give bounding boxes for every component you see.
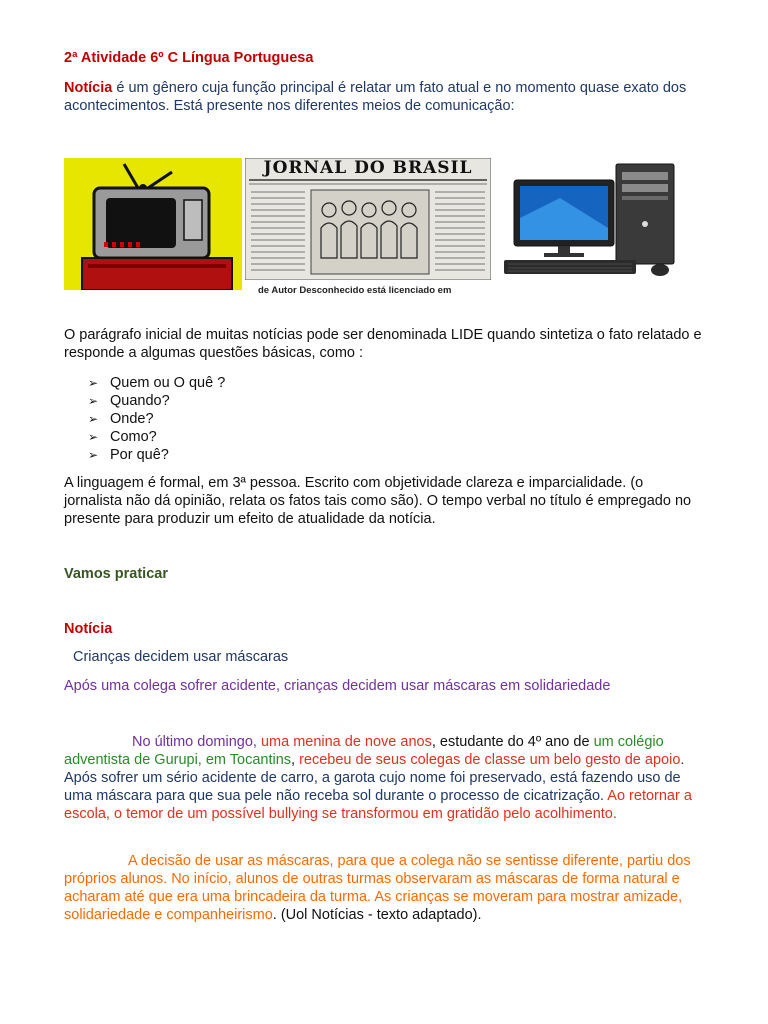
text-segment: . (Uol Notícias - texto adaptado). <box>272 907 482 923</box>
question-text: Quem ou O quê ? <box>110 375 226 391</box>
text-segment: um colégio adventista de Gurupi, em Tocantins <box>64 734 664 768</box>
activity-title: 2ª Atividade 6º C Língua Portuguesa <box>64 50 314 66</box>
list-item <box>88 410 225 428</box>
arrow-bullet-icon: ➢ <box>88 430 99 444</box>
list-item <box>88 446 225 464</box>
news-label: Notícia <box>64 621 113 637</box>
question-text: Quando? <box>110 393 170 409</box>
arrow-bullet-icon: ➢ <box>88 376 99 390</box>
news-headline: Crianças decidem usar máscaras <box>73 649 289 665</box>
text-segment: . Após sofrer um sério acidente de carro, a garota cujo nome foi preservado, está fazendo uso de uma máscara para que sua pele não receba sol durante o processo de cicatrização. <box>64 752 685 804</box>
list-item <box>88 392 225 410</box>
news-paragraph-1 <box>64 733 704 823</box>
question-text: Por quê? <box>110 447 169 463</box>
news-subheadline: Após uma colega sofrer acidente, crianças decidem usar máscaras em solidariedade <box>64 678 611 694</box>
intro-paragraph <box>64 79 704 115</box>
arrow-bullet-icon: ➢ <box>88 394 99 408</box>
text-segment: No último domingo, <box>132 734 261 750</box>
list-item <box>88 428 225 446</box>
text-segment: Ao retornar a escola, o temor de um possível bullying se transformou em gratidão pelo acolhimento. <box>64 788 692 822</box>
arrow-bullet-icon: ➢ <box>88 448 99 462</box>
question-text: Onde? <box>110 411 154 427</box>
question-text: Como? <box>110 429 157 445</box>
intro-text: é um gênero cuja função principal é relatar um fato atual e no momento quase exato dos acontecimentos. Está presente nos diferentes meios de comunicação: <box>64 80 687 114</box>
television-image <box>64 158 242 290</box>
intro-label: Notícia <box>64 80 113 96</box>
computer-image <box>500 158 678 282</box>
image-caption: de Autor Desconhecido está licenciado em <box>258 285 452 296</box>
text-segment: , estudante do 4º ano de <box>431 734 594 750</box>
text-segment: recebeu de seus colegas de classe um belo gesto de apoio <box>299 752 681 768</box>
lide-questions-list <box>88 374 225 464</box>
language-paragraph: A linguagem é formal, em 3ª pessoa. Escrito com objetividade clareza e imparcialidade. (o jornalista não dá opinião, relata os fatos tais como são). O tempo verbal no título é empregado no presente para produzir um efeito de atualidade da notícia. <box>64 475 692 527</box>
list-item <box>88 374 225 392</box>
newspaper-masthead: JORNAL DO BRASIL <box>263 158 473 178</box>
text-segment: , <box>291 752 300 768</box>
practice-heading: Vamos praticar <box>64 566 168 582</box>
news-paragraph-2 <box>64 852 704 924</box>
text-segment: uma menina de nove anos <box>260 734 432 750</box>
lide-paragraph: O parágrafo inicial de muitas notícias pode ser denominada LIDE quando sintetiza o fato relatado e responde a algumas questões básicas, como : <box>64 327 702 361</box>
text-segment: A decisão de usar as máscaras, para que a colega não se sentisse diferente, partiu dos próprios alunos. No início, alunos de outras turmas observaram as máscaras de forma natural e acharam até que era uma brincadeira da turma. As crianças se moveram para mostrar amizade, solidariedade e companheirismo <box>64 853 691 923</box>
arrow-bullet-icon: ➢ <box>88 412 99 426</box>
